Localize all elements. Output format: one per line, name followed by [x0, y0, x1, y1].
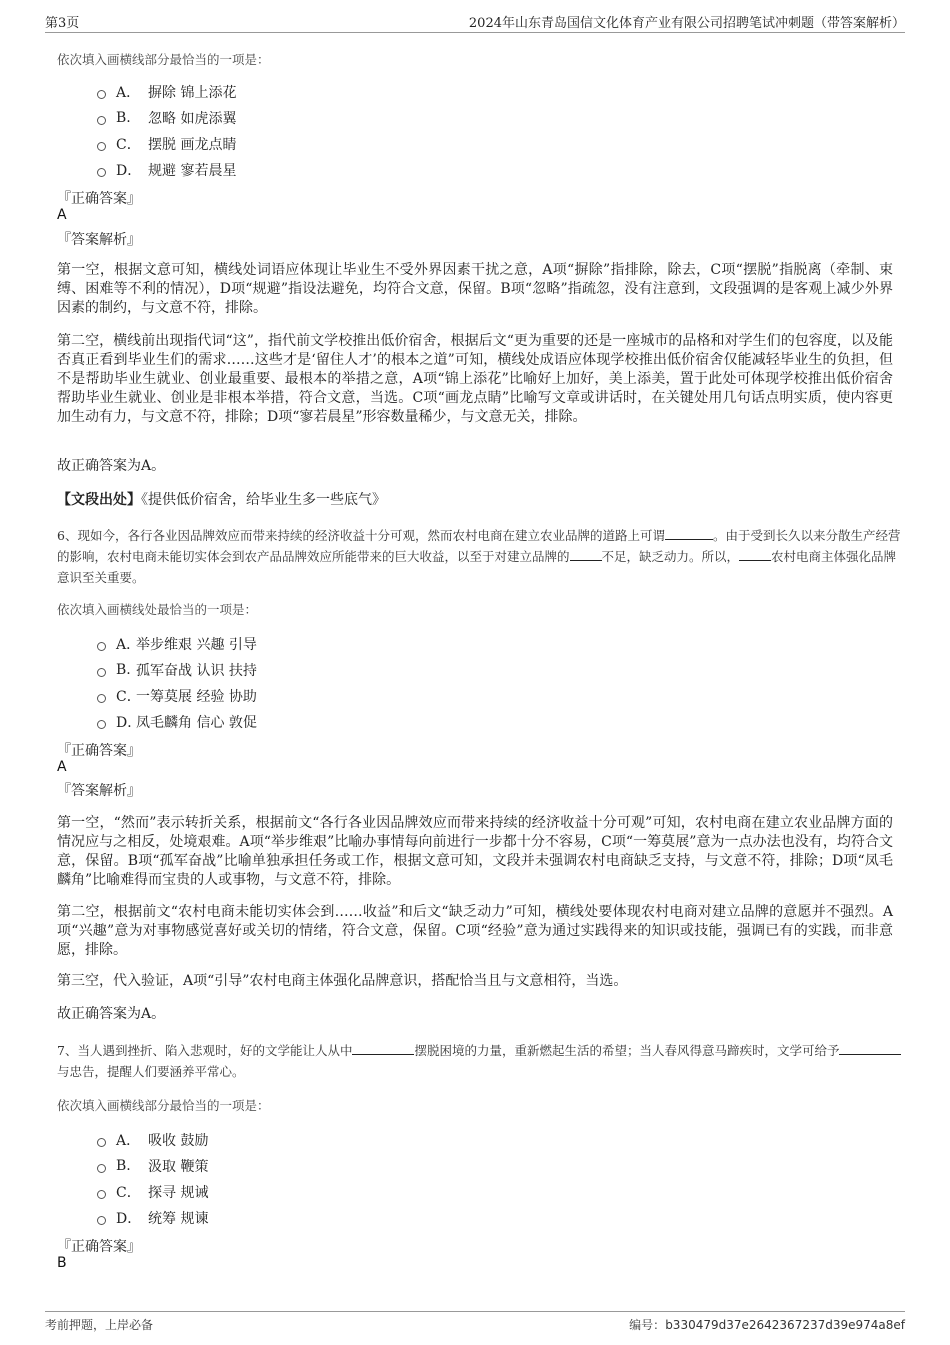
- option-letter: C．: [116, 137, 141, 153]
- source-bracket: 【文段出处】: [57, 492, 141, 508]
- q7-blank-2[interactable]: [839, 1042, 901, 1055]
- q5-analysis-para-1: 第一空，根据文意可知，横线处词语应体现让毕业生不受外界因素干扰之意，A项“摒除”指排除，除去，C项“摆脱”指脱离（牵制、束缚、困难等不利的情况），D项“规避”指设法避免，均符合文意，保留。B项“忽略”指疏忽，没有注意到，文段强调的是客观上减少外界因素的制约，与文意不符，排除。: [57, 262, 893, 316]
- option-letter: C．: [116, 689, 141, 705]
- option-text: 统筹 规谏: [148, 1211, 209, 1227]
- q6-option-b[interactable]: [97, 660, 257, 680]
- q6-analysis-para-1: 第一空，“然而”表示转折关系，根据前文“各行各业因品牌效应而带来持续的经济收益十分可观”可知，农村电商在建立农业品牌方面的情况应与之相反，处境艰难。A项“举步维艰”比喻办事情每向前进行一步都十分不容易，C项“一筹莫展”意为一点办法也没有，均符合文意，保留。B项“孤军奋战”比喻单独承担任务或工作，根据文意可知，文段并未强调农村电商缺乏支持，与文意不符，排除；D项“凤毛麟角”比喻难得而宝贵的人或事物，与文意不符，排除。: [57, 815, 893, 888]
- document-title: 2024年山东青岛国信文化体育产业有限公司招聘笔试冲刺题（带答案解析）: [468, 16, 905, 31]
- q6-stem-part: 农村电商主体强化品牌意识至关重要。: [57, 549, 897, 585]
- q7-answer: B: [57, 1255, 67, 1271]
- page-number: 第3页: [45, 16, 80, 31]
- source-title: 《提供低价宿舍，给毕业生多一些底气》: [141, 492, 386, 508]
- q5-option-a[interactable]: [97, 82, 236, 102]
- option-letter: D．: [116, 163, 142, 179]
- radio-icon[interactable]: [97, 1190, 106, 1199]
- radio-icon[interactable]: [97, 668, 106, 677]
- option-letter: B.: [116, 1158, 131, 1174]
- q6-blank-3[interactable]: [739, 548, 771, 561]
- option-letter: A．: [116, 85, 141, 101]
- q6-option-a[interactable]: [97, 634, 257, 654]
- radio-icon[interactable]: [97, 1216, 106, 1225]
- footer-slogan: 考前押题，上岸必备: [45, 1318, 154, 1332]
- q5-option-c[interactable]: [97, 134, 236, 154]
- option-text: 汲取 鞭策: [148, 1159, 209, 1175]
- radio-icon[interactable]: [97, 694, 106, 703]
- q6-analysis-para-2: 第二空，根据前文“农村电商未能切实体会到……收益”和后文“缺乏动力”可知，横线处要体现农村电商对建立品牌的意愿并不强烈。A项“兴趣”意为对事物感觉喜好或关切的情绪，符合文意，保留。C项“经验”意为通过实践得来的知识或技能，强调已有的实践，而非意愿，排除。: [57, 904, 893, 958]
- q6-stem-part: 。由于受到长久以来分散生产经营的影响，农村电商未能切实体会到农产品品牌效应所能带来的巨大收益，以至于对建立品牌的: [57, 528, 901, 564]
- q5-option-d[interactable]: [97, 160, 236, 180]
- option-letter: C．: [116, 1185, 141, 1201]
- option-text: 举步维艰 兴趣 引导: [136, 637, 257, 653]
- radio-icon[interactable]: [97, 1164, 106, 1173]
- q6-option-d[interactable]: [97, 712, 257, 732]
- option-text: 一筹莫展 经验 协助: [136, 689, 257, 705]
- option-letter: A．: [116, 637, 141, 653]
- option-letter: D．: [116, 1211, 142, 1227]
- q5-answer-label: 『正确答案』: [57, 191, 141, 207]
- radio-icon[interactable]: [97, 142, 106, 151]
- q6-option-c[interactable]: [97, 686, 257, 706]
- document-code: [629, 1316, 905, 1333]
- q6-stem: [57, 525, 905, 588]
- q5-analysis-label: 『答案解析』: [57, 232, 141, 248]
- radio-icon[interactable]: [97, 168, 106, 177]
- option-text: 摆脱 画龙点睛: [148, 137, 237, 153]
- q7-blank-1[interactable]: [352, 1042, 414, 1055]
- q7-prompt: 依次填入画横线部分最恰当的一项是：: [57, 1098, 270, 1113]
- option-letter: A．: [116, 1133, 141, 1149]
- option-letter: B.: [116, 110, 131, 126]
- q6-analysis-label: 『答案解析』: [57, 783, 141, 799]
- option-text: 摒除 锦上添花: [148, 85, 237, 101]
- radio-icon[interactable]: [97, 116, 106, 125]
- radio-icon[interactable]: [97, 720, 106, 729]
- q5-prompt: 依次填入画横线部分最恰当的一项是：: [57, 52, 270, 67]
- q7-option-a[interactable]: [97, 1130, 208, 1150]
- option-text: 吸收 鼓励: [148, 1133, 209, 1149]
- q5-answer: A: [57, 207, 67, 223]
- q7-stem-part: 7、当人遇到挫折、陷入悲观时，好的文学能让人从中: [57, 1043, 353, 1058]
- q7-stem: [57, 1040, 905, 1082]
- q5-analysis-para-2: 第二空，横线前出现指代词“这”，指代前文学校推出低价宿舍，根据后文“更为重要的还是一座城市的品格和对学生们的包容度，以及能否真正看到毕业生们的需求……这些才是‘留住人才’的根本之道”可知，横线处成语应体现学校推出低价宿舍仅能减轻毕业生的负担，但不是帮助毕业生就业、创业最重要、最根本的举措之意，A项“锦上添花”比喻好上加好，美上添美，置于此处可体现学校推出低价宿舍帮助毕业生就业、创业是非根本举措，符合文意，当选。C项“画龙点睛”比喻写文章或讲话时，在关键处用几句话点明实质，使内容更加生动有力，与文意不符，排除；D项“寥若晨星”形容数量稀少，与文意无关，排除。: [57, 333, 893, 425]
- q7-stem-part: 摆脱困境的力量，重新燃起生活的希望；当人春风得意马蹄疾时，文学可给予: [414, 1043, 840, 1058]
- q7-stem-part: 与忠告，提醒人们要涵养平常心。: [57, 1064, 245, 1079]
- q7-option-d[interactable]: [97, 1208, 208, 1228]
- q6-blank-1[interactable]: [665, 527, 713, 540]
- radio-icon[interactable]: [97, 642, 106, 651]
- q6-stem-part: 不足，缺乏动力。所以，: [601, 549, 740, 564]
- q6-stem-part: 6、现如今，各行各业因品牌效应而带来持续的经济收益十分可观，然而农村电商在建立农业品牌的道路上可谓: [57, 528, 665, 543]
- option-text: 凤毛麟角 信心 敦促: [136, 715, 257, 731]
- option-letter: B.: [116, 662, 131, 678]
- option-letter: D．: [116, 715, 142, 731]
- q7-option-b[interactable]: [97, 1156, 208, 1176]
- radio-icon[interactable]: [97, 90, 106, 99]
- q6-prompt: 依次填入画横线处最恰当的一项是：: [57, 602, 258, 617]
- q6-conclusion: 故正确答案为A。: [57, 1006, 166, 1022]
- q5-conclusion: 故正确答案为A。: [57, 458, 166, 474]
- option-text: 规避 寥若晨星: [148, 163, 237, 179]
- q6-blank-2[interactable]: [570, 548, 602, 561]
- q5-source: [57, 491, 893, 510]
- code-value: b330479d37e2642367237d39e974a8ef: [665, 1318, 905, 1332]
- page-header: [45, 12, 905, 33]
- page-footer: [45, 1311, 905, 1334]
- option-text: 探寻 规诫: [148, 1185, 209, 1201]
- code-label: 编号：: [629, 1318, 666, 1332]
- q6-answer: A: [57, 759, 67, 775]
- q5-option-b[interactable]: [97, 108, 236, 128]
- option-text: 忽略 如虎添翼: [148, 111, 237, 127]
- q6-analysis-para-3: 第三空，代入验证，A项“引导”农村电商主体强化品牌意识，搭配恰当且与文意相符，当选。: [57, 973, 628, 989]
- option-text: 孤军奋战 认识 扶持: [136, 663, 257, 679]
- q6-answer-label: 『正确答案』: [57, 743, 141, 759]
- q7-answer-label: 『正确答案』: [57, 1239, 141, 1255]
- q7-option-c[interactable]: [97, 1182, 208, 1202]
- radio-icon[interactable]: [97, 1138, 106, 1147]
